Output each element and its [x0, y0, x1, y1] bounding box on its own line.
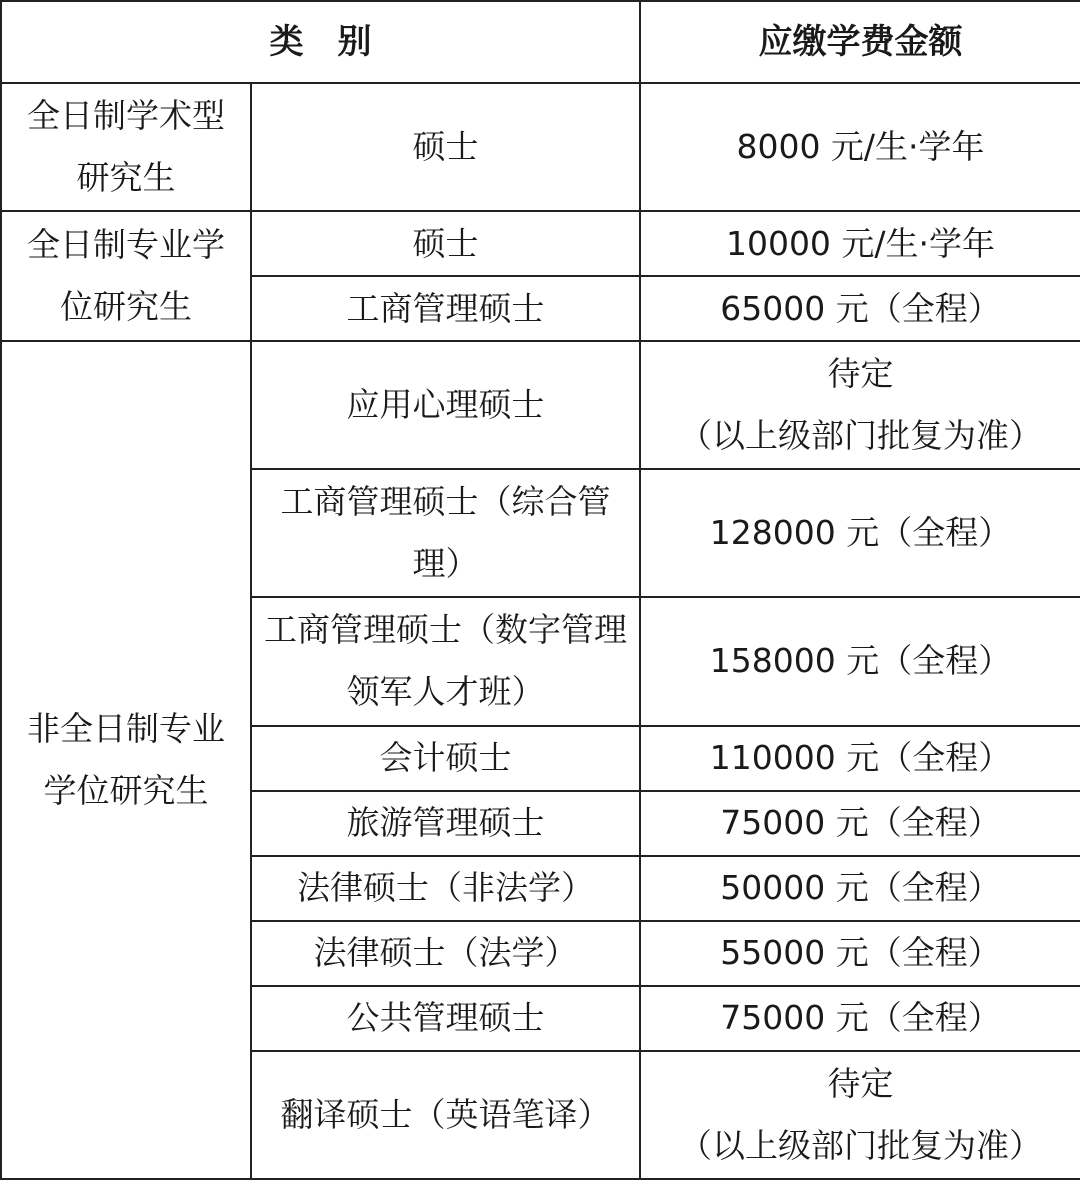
program-cell: 应用心理硕士 — [251, 341, 640, 469]
program-cell: 翻译硕士（英语笔译） — [251, 1051, 640, 1179]
fee-cell: 待定 （以上级部门批复为准） — [640, 1051, 1080, 1179]
category-part-time-professional: 非全日制专业学位研究生 — [1, 341, 251, 1179]
header-amount: 应缴学费金额 — [640, 1, 1080, 83]
header-category: 类 别 — [1, 1, 640, 83]
table-row — [1, 341, 1080, 469]
header-row — [1, 1, 1080, 83]
category-full-time-academic: 全日制学术型研究生 — [1, 83, 251, 211]
fee-cell: 待定 （以上级部门批复为准） — [640, 341, 1080, 469]
program-cell: 工商管理硕士（综合管理） — [251, 469, 640, 597]
category-full-time-professional: 全日制专业学位研究生 — [1, 211, 251, 341]
fee-cell: 10000 元/生·学年 — [640, 211, 1080, 276]
program-cell: 旅游管理硕士 — [251, 791, 640, 856]
fee-cell: 8000 元/生·学年 — [640, 83, 1080, 211]
program-cell: 法律硕士（法学） — [251, 921, 640, 986]
fee-cell: 75000 元（全程） — [640, 986, 1080, 1051]
fee-cell: 75000 元（全程） — [640, 791, 1080, 856]
program-cell: 硕士 — [251, 211, 640, 276]
program-cell: 工商管理硕士 — [251, 276, 640, 341]
fee-cell: 55000 元（全程） — [640, 921, 1080, 986]
program-cell: 硕士 — [251, 83, 640, 211]
fee-cell: 110000 元（全程） — [640, 726, 1080, 791]
program-cell: 法律硕士（非法学） — [251, 856, 640, 921]
fee-cell: 128000 元（全程） — [640, 469, 1080, 597]
program-cell: 工商管理硕士（数字管理领军人才班） — [251, 597, 640, 725]
table-row — [1, 211, 1080, 276]
fee-cell: 158000 元（全程） — [640, 597, 1080, 725]
fee-cell: 65000 元（全程） — [640, 276, 1080, 341]
table-row — [1, 83, 1080, 211]
fee-cell: 50000 元（全程） — [640, 856, 1080, 921]
program-cell: 公共管理硕士 — [251, 986, 640, 1051]
program-cell: 会计硕士 — [251, 726, 640, 791]
